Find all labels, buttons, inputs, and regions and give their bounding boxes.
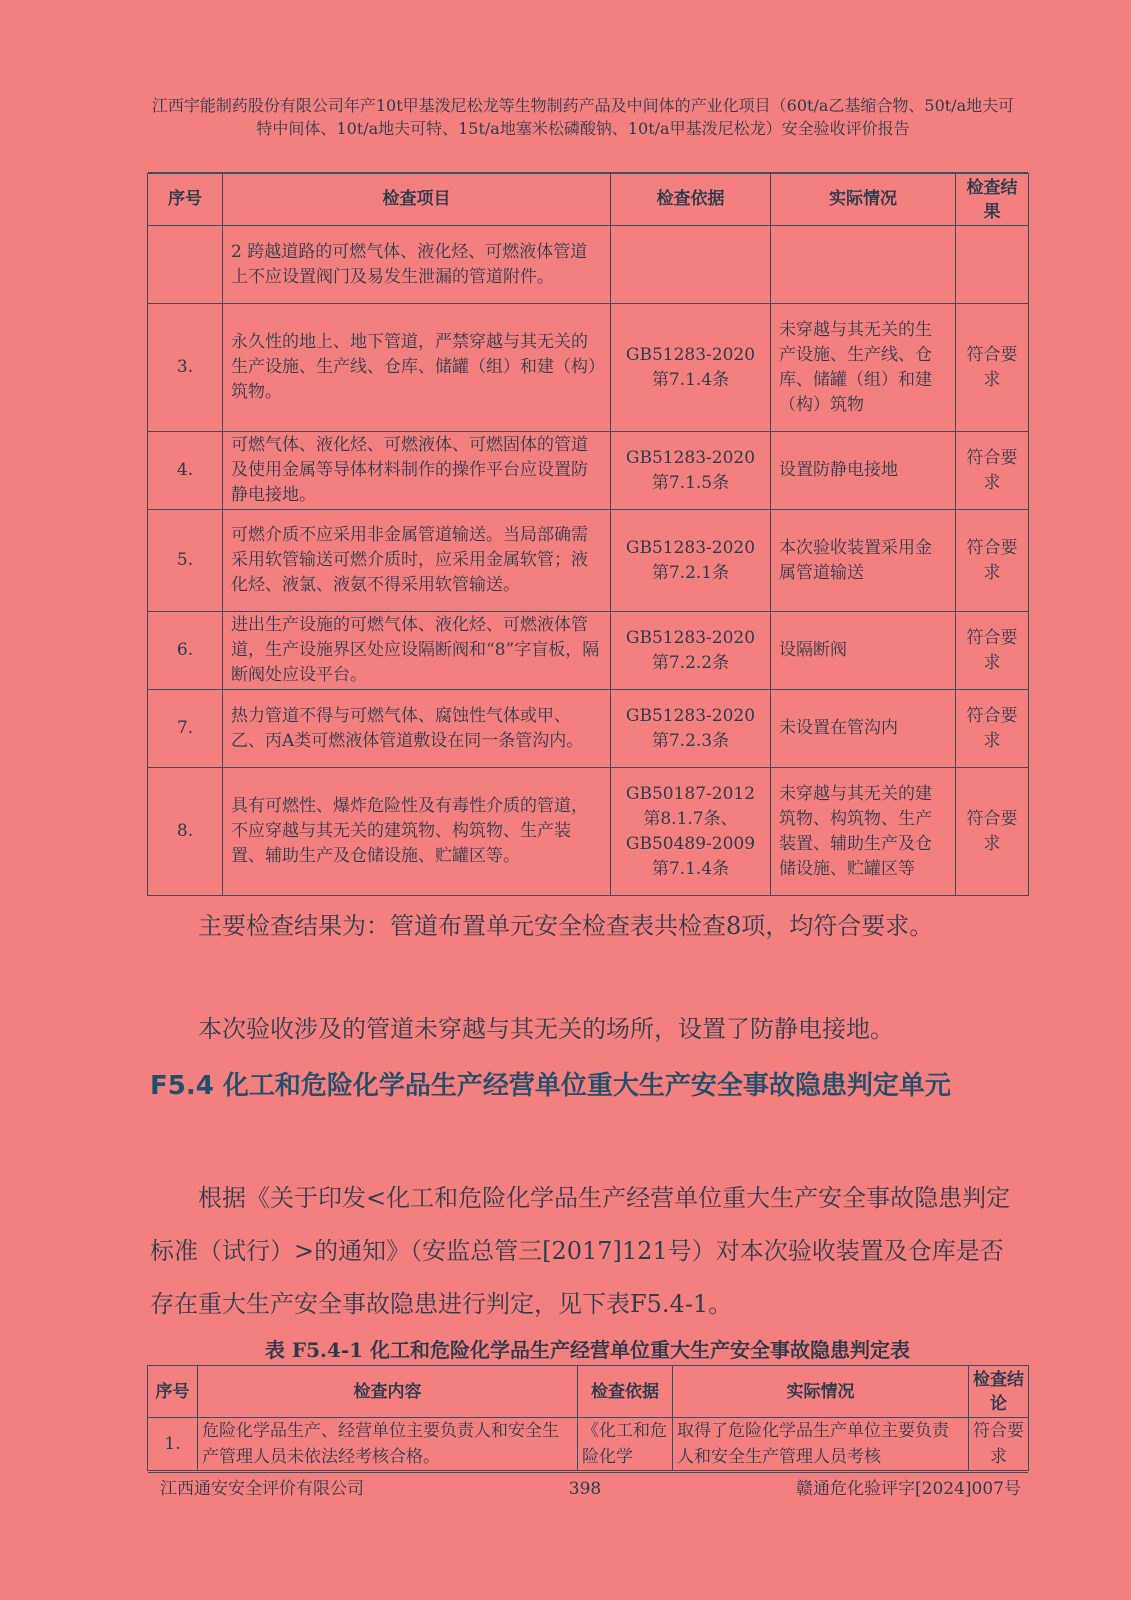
- table-row: [148, 1418, 1029, 1471]
- pipeline-check-table: [147, 173, 1029, 896]
- header-result: 检查结果: [956, 174, 1029, 226]
- row-item: 进出生产设施的可燃气体、液化烃、可燃液体管道，生产设施界区处应设隔断阀和“8”字盲板，隔断阀处应设平台。: [223, 612, 611, 690]
- header-result: 检查结论: [969, 1366, 1029, 1418]
- row-no: 5.: [148, 510, 223, 612]
- page-number: 398: [568, 1479, 602, 1499]
- row-item: 具有可燃性、爆炸危险性及有毒性介质的管道，不应穿越与其无关的建筑物、构筑物、生产装置、辅助生产及仓储设施、贮罐区等。: [223, 768, 611, 896]
- row-item: 永久性的地上、地下管道，严禁穿越与其无关的生产设施、生产线、仓库、储罐（组）和建（构）筑物。: [223, 304, 611, 432]
- row-item: 2 跨越道路的可燃气体、液化烃、可燃液体管道上不应设置阀门及易发生泄漏的管道附件。: [223, 226, 611, 304]
- row-actual: 未穿越与其无关的建筑物、构筑物、生产装置、辅助生产及仓储设施、贮罐区等: [771, 768, 956, 896]
- header-item: 检查项目: [223, 174, 611, 226]
- row-no: 7.: [148, 690, 223, 768]
- row-item: 可燃气体、液化烃、可燃液体、可燃固体的管道及使用金属等导体材料制作的操作平台应设置防静电接地。: [223, 432, 611, 510]
- row-result: 符合要求: [956, 304, 1029, 432]
- row-result: 符合要求: [969, 1418, 1029, 1471]
- row-no: 8.: [148, 768, 223, 896]
- row-result: 符合要求: [956, 768, 1029, 896]
- hazard-judgment-table: [147, 1365, 1029, 1471]
- row-no: 4.: [148, 432, 223, 510]
- footer-rule: [148, 1472, 1028, 1473]
- table-row: [148, 432, 1029, 510]
- row-result: 符合要求: [956, 510, 1029, 612]
- row-actual: 取得了危险化学品生产单位主要负责人和安全生产管理人员考核: [673, 1418, 969, 1471]
- row-no: 6.: [148, 612, 223, 690]
- table-row: [148, 690, 1029, 768]
- row-basis: GB51283-2020 第7.2.3条: [611, 690, 771, 768]
- header-title: 江西宇能制药股份有限公司年产10t甲基泼尼松龙等生物制药产品及中间体的产业化项目（60t/a乙基缩合物、50t/a地夫可特中间体、10t/a地夫可特、15t/a地塞米松磷酸钠、10t/a甲基泼尼松龙）安全验收评价报告: [151, 96, 1015, 138]
- row-item: 可燃介质不应采用非金属管道输送。当局部确需采用软管输送可燃介质时，应采用金属软管；液化烃、液氯、液氨不得采用软管输送。: [223, 510, 611, 612]
- table-row: [148, 768, 1029, 896]
- row-actual: 未穿越与其无关的生产设施、生产线、仓库、储罐（组）和建（构）筑物: [771, 304, 956, 432]
- row-actual: [771, 226, 956, 304]
- row-no: 3.: [148, 304, 223, 432]
- header-no: 序号: [148, 174, 223, 226]
- row-basis: GB51283-2020 第7.2.2条: [611, 612, 771, 690]
- table2-caption: 表 F5.4-1 化工和危险化学品生产经营单位重大生产安全事故隐患判定表: [264, 1338, 911, 1362]
- header-item: 检查内容: [198, 1366, 578, 1418]
- row-item: 热力管道不得与可燃气体、腐蚀性气体或甲、乙、丙A类可燃液体管道敷设在同一条管沟内。: [223, 690, 611, 768]
- row-result: 符合要求: [956, 690, 1029, 768]
- row-no: [148, 226, 223, 304]
- row-result: 符合要求: [956, 432, 1029, 510]
- header-actual: 实际情况: [673, 1366, 969, 1418]
- pipeline-paragraph: 本次验收涉及的管道未穿越与其无关的场所，设置了防静电接地。: [198, 1015, 894, 1043]
- footer-doc-number: 赣通危化验评字[2024]007号: [796, 1479, 1021, 1499]
- summary-paragraph: 主要检查结果为：管道布置单元安全检查表共检查8项，均符合要求。: [198, 912, 934, 940]
- table-row: [148, 226, 1029, 304]
- row-result: 符合要求: [956, 612, 1029, 690]
- row-basis: 《化工和危险化学: [578, 1418, 673, 1471]
- footer-company: 江西通安安全评价有限公司: [160, 1479, 364, 1499]
- row-item: 危险化学品生产、经营单位主要负责人和安全生产管理人员未依法经考核合格。: [198, 1418, 578, 1471]
- row-no: 1.: [148, 1418, 198, 1471]
- header-no: 序号: [148, 1366, 198, 1418]
- row-basis: GB50187-2012 第8.1.7条、GB50489-2009 第7.1.4条: [611, 768, 771, 896]
- row-basis: [611, 226, 771, 304]
- row-basis: GB51283-2020 第7.2.1条: [611, 510, 771, 612]
- row-result: [956, 226, 1029, 304]
- table-row: [148, 510, 1029, 612]
- page-header: [148, 94, 1018, 140]
- table-row: [148, 612, 1029, 690]
- row-actual: 未设置在管沟内: [771, 690, 956, 768]
- basis-paragraph: 根据《关于印发<化工和危险化学品生产经营单位重大生产安全事故隐患判定标准（试行）>的通知》（安监总管三[2017]121号）对本次验收装置及仓库是否存在重大生产安全事故隐患进行判定，见下表F5.4-1。: [150, 1184, 1011, 1318]
- header-basis: 检查依据: [578, 1366, 673, 1418]
- row-actual: 设置防静电接地: [771, 432, 956, 510]
- table-header-row: [148, 1366, 1029, 1418]
- row-actual: 设隔断阀: [771, 612, 956, 690]
- table-header-row: [148, 174, 1029, 226]
- section-heading: F5.4 化工和危险化学品生产经营单位重大生产安全事故隐患判定单元: [150, 1071, 951, 1101]
- header-actual: 实际情况: [771, 174, 956, 226]
- row-actual: 本次验收装置采用金属管道输送: [771, 510, 956, 612]
- row-basis: GB51283-2020 第7.1.4条: [611, 304, 771, 432]
- header-basis: 检查依据: [611, 174, 771, 226]
- table-row: [148, 304, 1029, 432]
- row-basis: GB51283-2020 第7.1.5条: [611, 432, 771, 510]
